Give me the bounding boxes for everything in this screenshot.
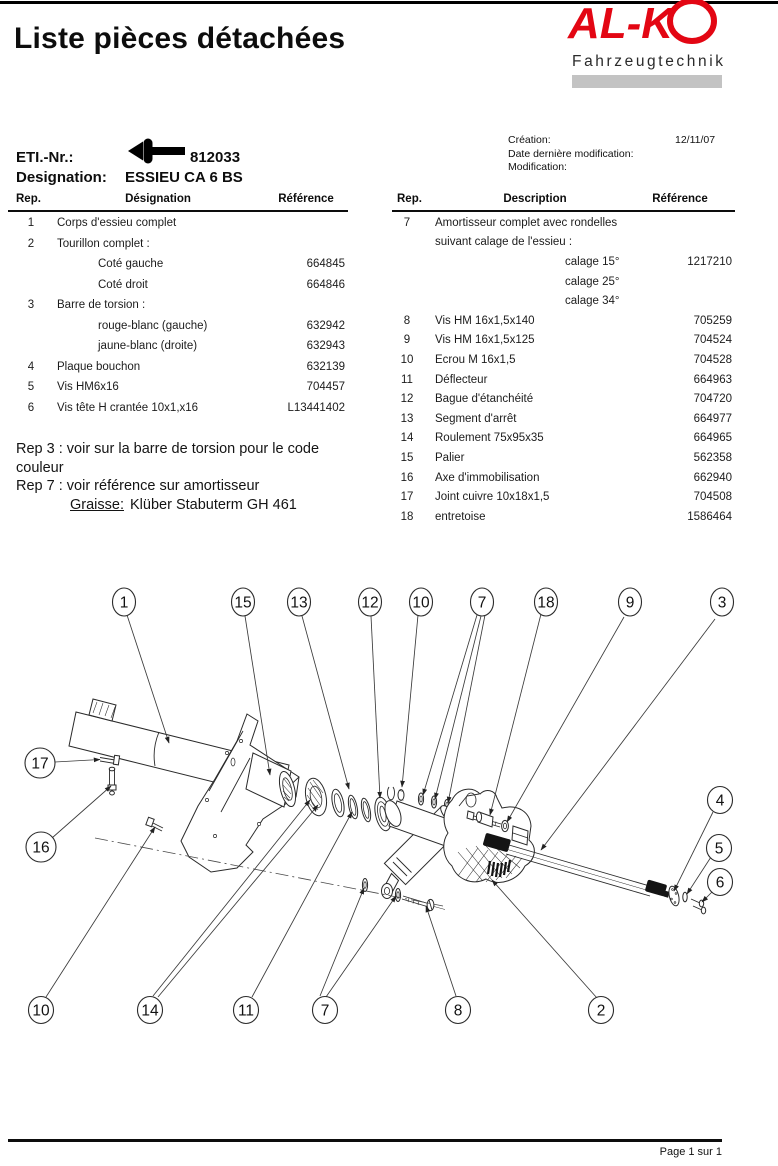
row-rep: 14: [400, 432, 414, 445]
right-table-header: [392, 192, 735, 212]
row-reference: L13441402: [287, 401, 345, 414]
table-row: [8, 336, 348, 357]
row-description: Vis HM 16x1,5x140: [435, 314, 535, 327]
creation-label: Création:: [508, 134, 551, 146]
row-reference: 704528: [693, 353, 732, 366]
svg-text:13: 13: [290, 594, 308, 612]
callout-10-top: [410, 588, 433, 616]
col-rep: Rep.: [16, 193, 41, 205]
left-table-header: [8, 192, 348, 212]
row-reference: 664977: [693, 412, 732, 425]
note-rep3-line2: couleur: [16, 459, 64, 476]
col-rep: Rep.: [397, 193, 422, 205]
last-modification-label: Date dernière modification:: [508, 147, 634, 160]
callout-15: [232, 588, 255, 616]
creation-date: 12/11/07: [675, 134, 716, 146]
table-row: [392, 291, 735, 311]
col-designation: Désignation: [125, 193, 191, 205]
shock-bolt: [402, 896, 445, 911]
row-reference: 632139: [306, 360, 345, 373]
svg-text:7: 7: [320, 1002, 330, 1020]
svg-text:10: 10: [32, 1002, 50, 1020]
row-reference: 662940: [693, 471, 732, 484]
table-row: [392, 252, 735, 272]
svg-text:11: 11: [237, 1002, 255, 1020]
deflector-ring: [330, 788, 347, 818]
row-rep: 4: [27, 360, 35, 373]
row-designation: rouge-blanc (gauche): [98, 319, 208, 332]
eti-nr-label: ETI.-Nr.:: [16, 149, 74, 166]
row-reference: 562358: [693, 451, 732, 464]
exploded-view-diagram: [0, 570, 778, 1040]
svg-text:12: 12: [361, 594, 379, 612]
row-designation: Barre de torsion :: [57, 299, 146, 312]
callout-11: [234, 997, 259, 1024]
centerline: [95, 838, 443, 906]
table-row: [392, 389, 735, 409]
row-reference: 664845: [306, 258, 345, 271]
row-description: calage 34°: [565, 295, 620, 308]
svg-text:6: 6: [715, 874, 725, 892]
row-rep: 9: [403, 334, 411, 347]
note-rep3-line1: Rep 3 : voir sur la barre de torsion pour le code: [16, 441, 320, 457]
row-description: Vis HM 16x1,5x125: [435, 334, 535, 347]
page-number: Page 1 sur 1: [659, 1146, 722, 1158]
axle-nut: [398, 790, 404, 801]
row-rep: 11: [401, 373, 413, 386]
copper-joint-pin: [100, 755, 120, 765]
table-row: [8, 377, 348, 398]
table-row: [8, 295, 348, 316]
table-row: [392, 311, 735, 331]
row-rep: 8: [403, 314, 411, 327]
row-reference: 632943: [306, 340, 345, 353]
row-rep: 12: [400, 393, 414, 406]
table-row: [8, 254, 348, 275]
row-reference: 664846: [306, 278, 345, 291]
table-row: [392, 350, 735, 370]
svg-text:16: 16: [32, 839, 50, 857]
eti-number: 812033: [190, 149, 241, 166]
alko-brand-icon: [566, 0, 728, 50]
callout-8: [446, 997, 471, 1024]
designation-label: Designation:: [16, 169, 107, 186]
notes-block: [16, 440, 319, 514]
row-description: Amortisseur complet avec rondelles: [435, 216, 618, 229]
callout-3: [711, 588, 734, 616]
table-row: [392, 213, 735, 233]
table-row: [8, 275, 348, 296]
callout-1: [113, 588, 136, 616]
row-description: calage 15°: [565, 255, 620, 268]
end-washer: [683, 892, 687, 902]
modification-label: Modification:: [508, 161, 567, 173]
grease-label: Graisse:: [70, 496, 124, 513]
end-plate: [667, 885, 681, 907]
callout-9: [619, 588, 642, 616]
table-row: [8, 398, 348, 419]
spacer-rings: [347, 794, 373, 822]
row-rep: 17: [400, 491, 414, 504]
svg-text:4: 4: [715, 792, 725, 810]
table-row: [392, 233, 735, 253]
table-row: [392, 429, 735, 449]
row-rep: 7: [403, 216, 411, 229]
row-reference: 664965: [693, 432, 732, 445]
locking-pin: [108, 767, 116, 795]
row-designation: Plaque bouchon: [57, 360, 141, 373]
designation-value: ESSIEU CA 6 BS: [125, 169, 243, 186]
row-reference: 704457: [306, 381, 345, 394]
row-reference: 704524: [693, 334, 732, 347]
row-rep: 16: [400, 471, 414, 484]
row-rep: 10: [400, 353, 414, 366]
svg-text:18: 18: [537, 594, 555, 612]
svg-text:15: 15: [234, 594, 252, 612]
svg-text:2: 2: [596, 1002, 606, 1020]
table-row: [8, 357, 348, 378]
row-designation: Tourillon complet :: [57, 237, 150, 250]
end-screws: [691, 899, 706, 914]
svg-text:9: 9: [625, 594, 635, 612]
callout-10-bottom: [29, 997, 54, 1024]
row-reference: 1217210: [687, 255, 732, 268]
right-parts-table: [392, 213, 735, 527]
row-reference: 704720: [693, 393, 732, 406]
callout-7-bottom: [313, 997, 338, 1024]
row-rep: 5: [27, 381, 35, 394]
page-title: Liste pièces détachées: [14, 22, 346, 55]
table-row: [392, 448, 735, 468]
row-designation: Vis HM6x16: [57, 381, 119, 394]
row-description: Déflecteur: [435, 373, 488, 386]
col-description: Description: [503, 193, 567, 205]
footer-rule: [8, 1139, 722, 1142]
revision-info: [508, 134, 768, 175]
bearing: [302, 776, 329, 817]
callout-12: [359, 588, 382, 616]
svg-text:10: 10: [412, 594, 430, 612]
alko-logo: [566, 0, 728, 92]
grease-value: Klüber Stabuterm GH 461: [130, 496, 297, 513]
row-reference: 705259: [693, 314, 732, 327]
row-designation: Coté gauche: [98, 258, 164, 271]
row-rep: 3: [27, 299, 35, 312]
col-reference: Référence: [652, 193, 708, 205]
svg-text:1: 1: [119, 594, 129, 612]
grease-note: [16, 496, 319, 515]
table-row: [392, 487, 735, 507]
row-description: suivant calage de l'essieu :: [435, 236, 573, 249]
row-description: Palier: [435, 451, 465, 464]
callout-2: [589, 997, 614, 1024]
left-parts-table: [8, 213, 348, 418]
callout-7-top: [471, 588, 494, 616]
row-description: Joint cuivre 10x18x1,5: [435, 491, 550, 504]
callout-14: [138, 997, 163, 1024]
row-designation: Vis tête H crantée 10x1,x16: [57, 401, 199, 414]
row-description: calage 25°: [565, 275, 620, 288]
row-rep: 18: [400, 510, 414, 523]
row-rep: 6: [27, 401, 35, 414]
callout-6: [708, 869, 733, 896]
table-row: [392, 272, 735, 292]
axle-icon: [128, 137, 188, 165]
row-designation: Corps d'essieu complet: [57, 217, 177, 230]
alko-o-ring: [670, 1, 714, 41]
svg-text:7: 7: [477, 594, 487, 612]
callout-18: [535, 588, 558, 616]
callout-5: [707, 835, 732, 862]
svg-text:14: 14: [141, 1002, 159, 1020]
table-row: [392, 370, 735, 390]
row-description: Axe d'immobilisation: [435, 471, 540, 484]
svg-text:5: 5: [714, 840, 724, 858]
row-reference: 1586464: [687, 510, 732, 523]
table-row: [8, 234, 348, 255]
alko-brand-text: AL-K: [568, 0, 674, 48]
row-rep: 15: [400, 451, 414, 464]
callout-17: [25, 748, 55, 778]
svg-text:3: 3: [717, 594, 727, 612]
row-rep: 2: [27, 237, 35, 250]
callout-16: [26, 832, 56, 862]
svg-text:8: 8: [453, 1002, 463, 1020]
svg-text:17: 17: [31, 755, 49, 773]
row-reference: 632942: [306, 319, 345, 332]
row-reference: 704508: [693, 491, 732, 504]
logo-gray-bar: [572, 75, 722, 88]
note-rep7: Rep 7 : voir référence sur amortisseur: [16, 478, 260, 495]
callout-4: [708, 787, 733, 814]
table-row: [392, 409, 735, 429]
bracket-bolt: [146, 817, 163, 831]
row-description: Roulement 75x95x35: [435, 432, 544, 445]
logo-subtitle: Fahrzeugtechnik: [572, 53, 726, 70]
row-rep: 1: [27, 217, 35, 230]
row-rep: 13: [400, 412, 414, 425]
callout-13: [288, 588, 311, 616]
row-reference: 664963: [693, 373, 732, 386]
table-row: [392, 507, 735, 527]
row-description: Segment d'arrêt: [435, 412, 517, 425]
table-row: [8, 213, 348, 234]
row-description: Bague d'étanchéité: [435, 393, 534, 406]
row-designation: jaune-blanc (droite): [98, 340, 198, 353]
table-row: [392, 468, 735, 488]
row-description: entretoise: [435, 510, 486, 523]
table-row: [8, 316, 348, 337]
circlip: [388, 787, 395, 800]
row-designation: Coté droit: [98, 278, 148, 291]
creation-row: [508, 134, 768, 148]
row-description: Ecrou M 16x1,5: [435, 353, 516, 366]
table-row: [392, 331, 735, 351]
col-reference: Référence: [278, 193, 334, 205]
